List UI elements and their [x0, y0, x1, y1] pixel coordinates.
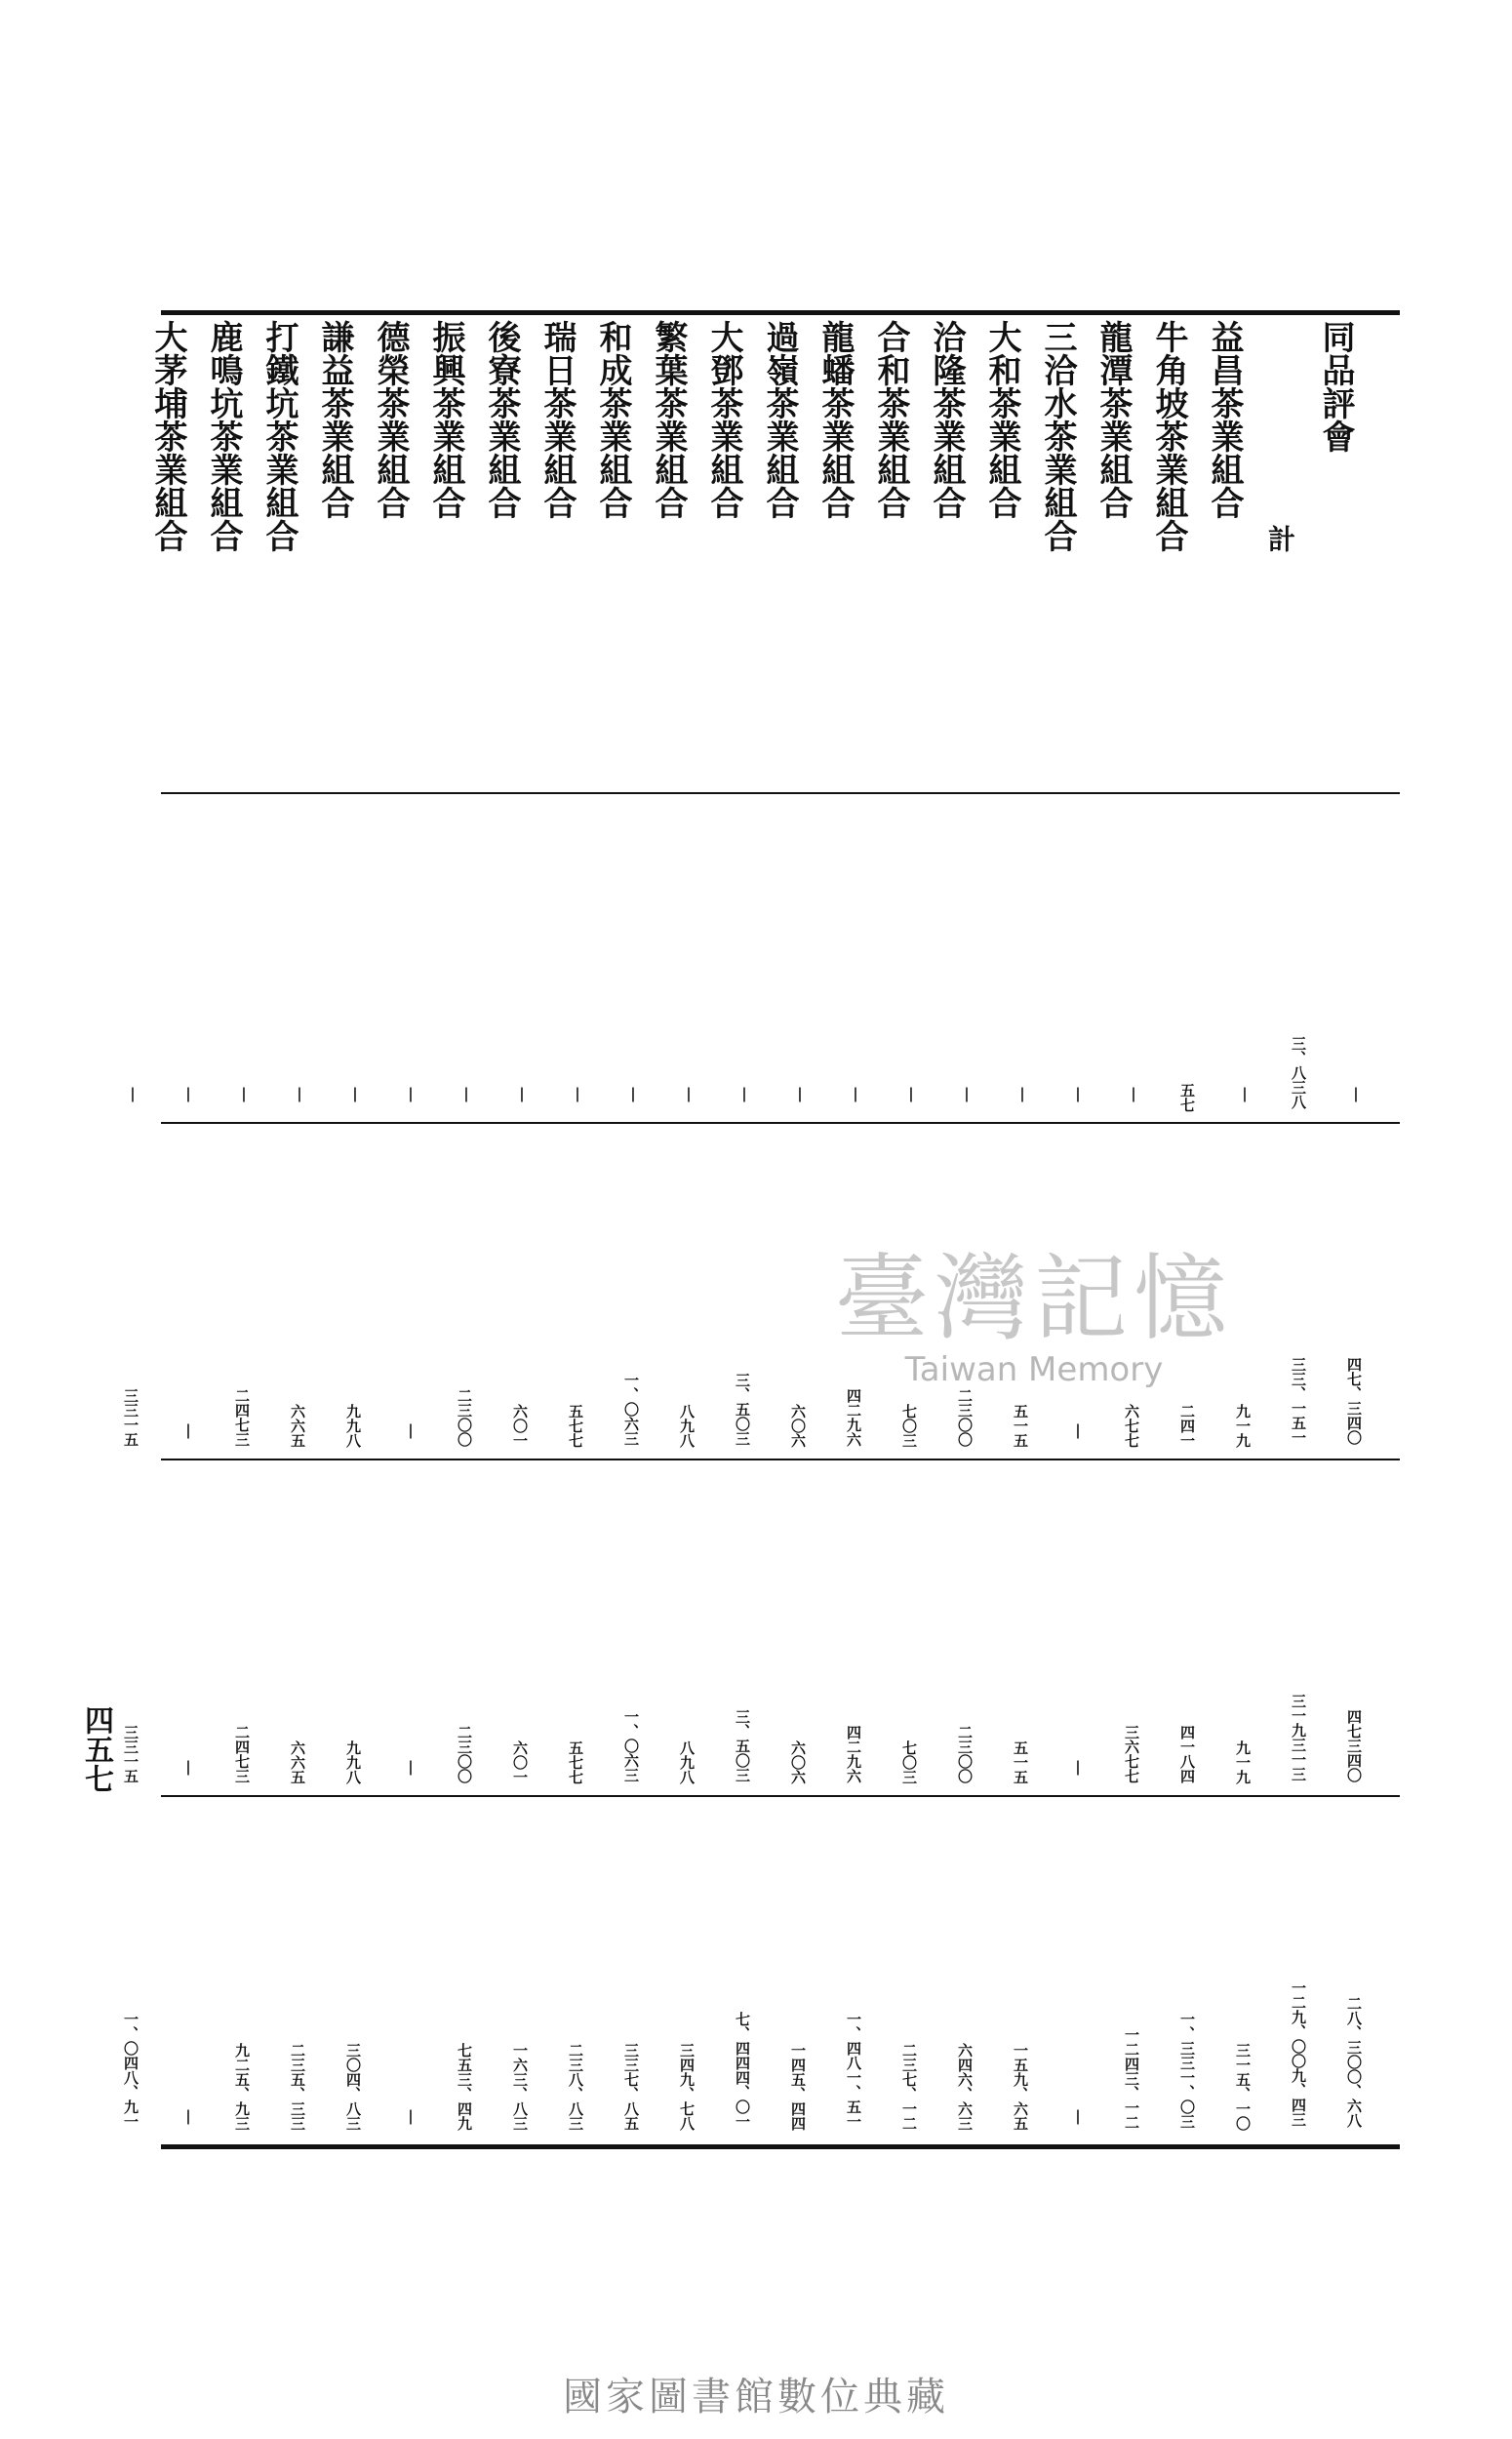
table-cell: 二三〇〇	[956, 1725, 974, 1783]
table-cell: |	[291, 1085, 308, 1102]
column-header: 振興茶業組合	[426, 320, 465, 519]
table-cell: |	[1069, 1758, 1087, 1776]
table-cell: 二四七三	[233, 1725, 251, 1783]
table-cell: 二三〇〇	[456, 1388, 473, 1447]
table-cell: |	[124, 1085, 141, 1102]
column-header: 後寮茶業組合	[482, 320, 521, 519]
table-cell: |	[1347, 1085, 1365, 1102]
watermark-subtitle: Taiwan Memory	[904, 1350, 1164, 1389]
table-cell: 五一五	[1012, 1740, 1029, 1784]
table-cell: 二三八、八三	[567, 2043, 584, 2131]
table-cell: 九一九	[1234, 1404, 1252, 1448]
table-cell: 七五三、四九	[456, 2043, 473, 2131]
table-cell: 四七、三四〇	[1345, 1357, 1363, 1445]
column-header: 大茅埔茶業組合	[148, 320, 187, 552]
table-cell: |	[179, 1758, 197, 1776]
table-cell: 三、八三八	[1290, 1036, 1307, 1109]
table-cell: |	[179, 1085, 197, 1102]
column-header: 龍潭茶業組合	[1094, 320, 1133, 519]
table-cell: 六〇一	[511, 1404, 529, 1448]
column-header: 益昌茶業組合	[1205, 320, 1244, 519]
table-cell: 三三一五	[122, 1725, 139, 1783]
table-cell: |	[1236, 1085, 1253, 1102]
table-cell: 二四一	[1178, 1404, 1196, 1448]
table-cell: 五七七	[567, 1404, 584, 1448]
table-cell: 三三七、八五	[622, 2043, 640, 2131]
table-cell: 一、〇四八、九一	[122, 2012, 139, 2129]
table-cell: 八九八	[678, 1404, 696, 1448]
column-header: 打鐵坑茶業組合	[259, 320, 298, 552]
table-cell: 九一九	[1234, 1740, 1252, 1784]
table-cell: 五七	[1178, 1083, 1196, 1112]
table-cell: |	[179, 2107, 197, 2125]
table-cell: 七、四四四、〇一	[734, 2012, 751, 2129]
table-cell: 二三〇〇	[956, 1388, 974, 1447]
table-cell: 四二九六	[845, 1725, 862, 1783]
row1-rule	[161, 1122, 1400, 1124]
table-cell: 二四七三	[233, 1388, 251, 1447]
column-header: 合和茶業組合	[871, 320, 910, 519]
table-cell: 九九八	[344, 1740, 362, 1784]
column-header: 過嶺茶業組合	[760, 320, 799, 519]
table-cell: 六七七	[1123, 1404, 1140, 1448]
table-cell: 九九八	[344, 1404, 362, 1448]
table-cell: 二三五、三三	[289, 2043, 306, 2131]
column-header: 德榮茶業組合	[371, 320, 410, 519]
column-header: 和成茶業組合	[593, 320, 632, 519]
column-header: 洽隆茶業組合	[927, 320, 966, 519]
table-cell: 一、四八一、五一	[845, 2012, 862, 2129]
table-cell: |	[902, 1085, 920, 1102]
table-cell: 三、五〇三	[734, 1709, 751, 1782]
table-cell: |	[736, 1085, 753, 1102]
row2-rule	[161, 1459, 1400, 1460]
table-cell: |	[513, 1085, 531, 1102]
column-header: 牛角坡茶業組合	[1149, 320, 1188, 552]
table-cell: 三〇四、八三	[344, 2043, 362, 2131]
table-cell: 二三〇〇	[456, 1725, 473, 1783]
column-header: 繁葉茶業組合	[649, 320, 688, 519]
column-header: 龍蟠茶業組合	[816, 320, 855, 519]
top-rule	[161, 310, 1400, 315]
table-cell: 五七七	[567, 1740, 584, 1784]
table-cell: 一二四三、一二	[1123, 2027, 1140, 2130]
table-cell: 一、〇六三	[622, 1373, 640, 1446]
column-header: 鹿鳴坑茶業組合	[204, 320, 243, 552]
table-cell: |	[791, 1085, 809, 1102]
watermark	[761, 1224, 1307, 1389]
table-cell: |	[1069, 2107, 1087, 2125]
table-cell: 一四五、四四	[789, 2043, 807, 2131]
column-header: 同品評會	[1316, 320, 1355, 453]
bottom-rule	[161, 2144, 1400, 2149]
table-cell: |	[235, 1085, 253, 1102]
table-cell: |	[1069, 1085, 1087, 1102]
table-cell: |	[1125, 1085, 1142, 1102]
table-cell: |	[680, 1085, 697, 1102]
table-cell: 二八、三〇〇、六八	[1345, 1996, 1363, 2128]
table-cell: 六四六、六三	[956, 2043, 974, 2131]
table-cell: |	[1069, 1421, 1087, 1439]
page-number: 四五七	[79, 1705, 113, 1793]
table-cell: 六〇六	[789, 1740, 807, 1784]
table-cell: 三六七七	[1123, 1725, 1140, 1783]
table-cell: 六〇六	[789, 1404, 807, 1448]
column-header: 大和茶業組合	[982, 320, 1021, 519]
table-cell: |	[847, 1085, 864, 1102]
table-cell: 五一五	[1012, 1404, 1029, 1448]
table-cell: 六〇一	[511, 1740, 529, 1784]
table-cell: 三、五〇三	[734, 1373, 751, 1446]
column-header: 謙益茶業組合	[315, 320, 354, 519]
table-cell: |	[624, 1085, 642, 1102]
table-cell: 四七三四〇	[1345, 1709, 1363, 1782]
table-cell: |	[402, 1085, 419, 1102]
column-header: 三洽水茶業組合	[1038, 320, 1077, 552]
watermark-title: 臺灣記憶	[835, 1244, 1233, 1353]
column-header: 瑞日茶業組合	[537, 320, 577, 519]
table-cell: 一五九、六五	[1012, 2043, 1029, 2131]
table-cell: |	[402, 2107, 419, 2125]
table-cell: |	[346, 1085, 364, 1102]
table-header	[148, 320, 1400, 793]
table-cell: 三三、一五一	[1290, 1357, 1307, 1445]
column-header: 大鄧茶業組合	[704, 320, 743, 519]
table-cell: 一、〇六三	[622, 1709, 640, 1782]
table-cell: 三三一五	[122, 1388, 139, 1447]
table-cell: |	[958, 1085, 975, 1102]
table-cell: |	[1014, 1085, 1031, 1102]
table-cell: 一六三、八三	[511, 2043, 529, 2131]
table-cell: 六六五	[289, 1740, 306, 1784]
table-cell: 四一八四	[1178, 1725, 1196, 1783]
table-cell: 三一九三一三	[1290, 1694, 1307, 1781]
table-cell: 六六五	[289, 1404, 306, 1448]
table-cell: 三一五、一〇	[1234, 2043, 1252, 2131]
table-cell: 一、三三一、〇三	[1178, 2012, 1196, 2129]
table-cell: 九二五、九三	[233, 2043, 251, 2131]
table-cell: |	[179, 1421, 197, 1439]
table-cell: 三四九、七八	[678, 2043, 696, 2131]
table-cell: 一二九、〇〇九、四三	[1290, 1980, 1307, 2127]
table-cell: 八九八	[678, 1740, 696, 1784]
table-cell: |	[569, 1085, 586, 1102]
table-cell: |	[458, 1085, 475, 1102]
footer-credit: 國家圖書館數位典藏	[563, 2375, 949, 2419]
table-cell: 七〇三	[900, 1404, 918, 1448]
table-cell: |	[402, 1421, 419, 1439]
column-header: 計	[1264, 525, 1296, 552]
table-cell: |	[402, 1758, 419, 1776]
table-cell: 四二九六	[845, 1388, 862, 1447]
table-cell: 二三七、一二	[900, 2043, 918, 2131]
row3-rule	[161, 1795, 1400, 1797]
table-cell: 七〇三	[900, 1740, 918, 1784]
